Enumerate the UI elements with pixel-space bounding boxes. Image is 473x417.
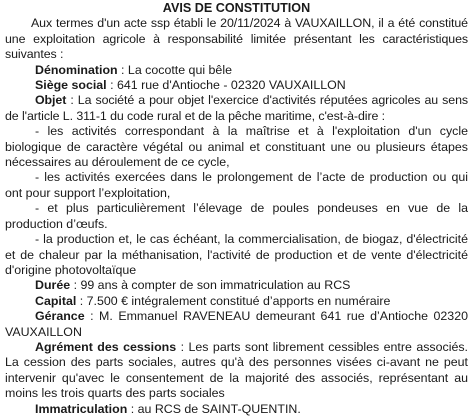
gerance-label: Gérance — [35, 309, 85, 324]
objet-label: Objet — [35, 93, 67, 108]
notice-title: AVIS DE CONSTITUTION — [162, 1, 311, 15]
agrement-line — [5, 340, 468, 402]
duree-line — [5, 278, 468, 293]
objet-item: - les activités exercées dans le prolongement de l’acte de production ou qui ont pour support l’exploitation, — [5, 170, 468, 200]
denomination-line — [5, 63, 468, 78]
capital-value: : 7.500 € intégralement constitué d’apports en numéraire — [76, 293, 391, 308]
capital-line — [5, 294, 468, 309]
gerance-value: : M. Emmanuel RAVENEAU demeurant 641 rue d’Antioche 02320 VAUXAILLON — [5, 309, 468, 339]
siege-label: Siège social — [35, 78, 107, 93]
immatriculation-line — [5, 402, 468, 417]
agrement-label: Agrément des cessions — [35, 339, 177, 354]
intro-paragraph: Aux termes d'un acte ssp établi le 20/11/2024 à VAUXAILLON, il a été constitué une exploitation agricole à responsabilité limitée présentant les caractéristiques suivantes : — [5, 16, 468, 62]
siege-line — [5, 78, 468, 93]
gerance-line — [5, 309, 468, 340]
capital-label: Capital — [35, 293, 77, 308]
objet-item: - et plus particulièrement l’élevage de poules pondeuses en vue de la production d’œufs. — [5, 201, 468, 231]
objet-line — [5, 93, 468, 124]
immatriculation-value: : au RCS de SAINT-QUENTIN. — [127, 401, 301, 416]
denomination-label: Dénomination — [35, 62, 118, 77]
objet-item: - les activités correspondant à la maîtrise et à l'exploitation d'un cycle biologique de caractère végétal ou animal et constituant une ou plusieurs étapes nécessaires au déroulement de ce cycle, — [5, 124, 468, 170]
objet-value: : La société a pour objet l'exercice d'activités réputées agricoles au sens de l'article L. 311-1 du code rural et de la pêche maritime, c'est-à-dire : — [5, 93, 468, 123]
immatriculation-label: Immatriculation — [35, 401, 128, 416]
duree-label: Durée — [35, 278, 71, 293]
agrement-value: : Les parts sont librement cessibles entre associés. La cession des parts sociales, autres qu'à des personnes visées ci-avant ne peut intervenir qu'avec le consentement de la majorité des associés, représentant au moins les trois quarts des parts sociales — [5, 339, 468, 401]
siege-value: : 641 rue d'Antioche - 02320 VAUXAILLON — [106, 78, 346, 93]
objet-item: - la production et, le cas échéant, la commercialisation, de biogaz, d'électricité et de chaleur par la méthanisation, l'activité de production et de vente d'électricité d'origine photovoltaïque — [5, 232, 468, 277]
duree-value: : 99 ans à compter de son immatriculation au RCS — [70, 278, 351, 293]
denomination-value: : La cocotte qui bêle — [117, 62, 232, 77]
